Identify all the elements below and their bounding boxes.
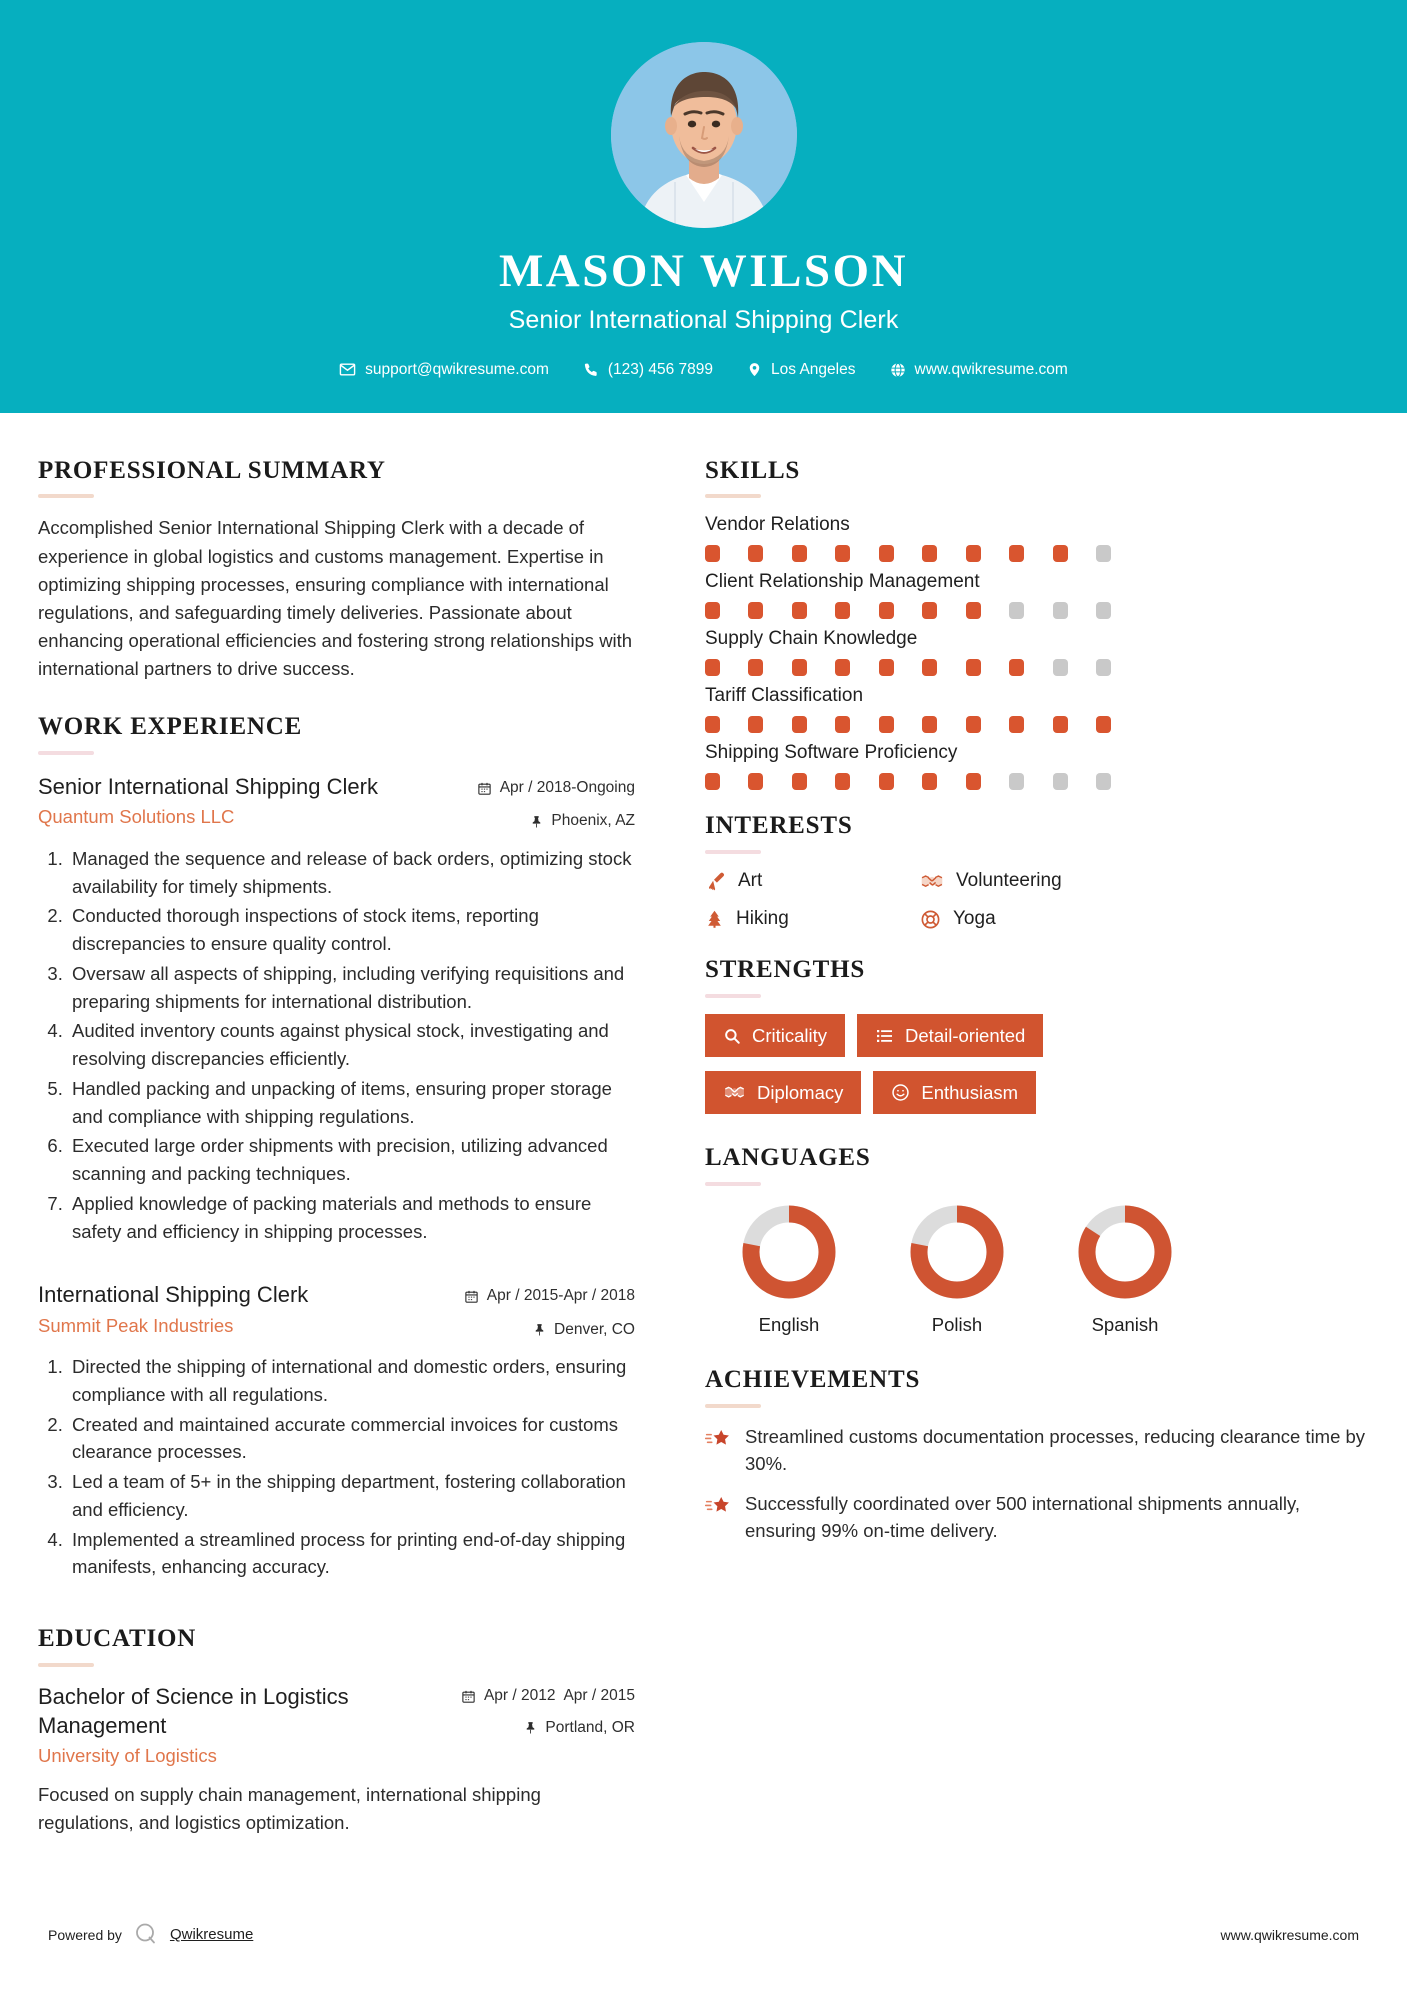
skill-dot — [835, 716, 850, 733]
education-description: Focused on supply chain management, international shipping regulations, and logistics optimization. — [38, 1784, 541, 1833]
left-column — [38, 457, 663, 1837]
footer-left — [48, 1921, 253, 1948]
skill-dot — [966, 716, 981, 733]
interest-item-hiking — [705, 908, 920, 930]
section-rule — [38, 494, 94, 498]
section-education — [38, 1625, 635, 1836]
interest-label: Hiking — [736, 908, 789, 930]
skill-dot — [1096, 545, 1111, 562]
education-degree: Bachelor of Science in Logistics Management — [38, 1683, 349, 1738]
section-strengths — [705, 956, 1369, 1114]
calendar-icon — [477, 781, 492, 796]
interest-label: Yoga — [953, 908, 996, 930]
language-donut-chart — [1075, 1202, 1175, 1302]
contact-website[interactable] — [873, 361, 1085, 379]
section-languages — [705, 1144, 1369, 1336]
interest-item-volunteering — [920, 870, 1135, 892]
achievement-text: Streamlined customs documentation processes, reducing clearance time by 30%. — [745, 1425, 1366, 1474]
skill-dot — [835, 545, 850, 562]
skill-dot — [922, 602, 937, 619]
work-location — [464, 1319, 635, 1341]
section-heading: ACHIEVEMENTS — [705, 1365, 921, 1393]
qwikresume-logo-icon — [134, 1921, 158, 1948]
section-work-experience — [38, 713, 635, 1581]
skill-dot — [1009, 773, 1024, 790]
strength-chip-enthusiasm — [873, 1071, 1036, 1114]
strengths-list — [705, 1014, 1165, 1114]
work-dates — [477, 777, 635, 799]
pushpin-icon — [533, 1322, 546, 1337]
interest-label: Art — [738, 870, 763, 892]
footer-brand-link[interactable]: Qwikresume — [169, 1926, 254, 1943]
work-dates-value: Apr / 2018-Ongoing — [499, 778, 635, 796]
language-label: English — [758, 1313, 820, 1335]
section-professional-summary — [38, 457, 635, 683]
work-role: Senior International Shipping Clerk — [38, 773, 378, 799]
footer — [0, 1921, 1407, 1948]
work-company: Quantum Solutions LLC — [38, 806, 235, 828]
list-item: 2. Created and maintained accurate commercial invoices for customs clearance processes. — [68, 1411, 635, 1467]
skill-dot — [1009, 602, 1024, 619]
work-entry — [38, 1281, 635, 1581]
resume-header — [0, 0, 1407, 413]
contact-website-value: www.qwikresume.com — [914, 360, 1068, 378]
skill-dot — [1009, 659, 1024, 676]
skill-dot — [966, 659, 981, 676]
section-heading: EDUCATION — [38, 1625, 197, 1653]
pushpin-icon — [524, 1720, 537, 1735]
skill-dot — [879, 716, 894, 733]
skill-dot — [705, 716, 720, 733]
achievement-item — [705, 1424, 1369, 1478]
skill-dot — [748, 773, 763, 790]
skill-dot — [835, 659, 850, 676]
skill-row — [705, 628, 1369, 676]
skill-dot — [792, 659, 807, 676]
language-label: Polish — [931, 1313, 983, 1335]
skill-dot — [1096, 773, 1111, 790]
skill-dot — [1096, 716, 1111, 733]
education-location — [461, 1717, 635, 1739]
skill-dot — [1053, 545, 1068, 562]
skill-dot — [705, 773, 720, 790]
contact-location[interactable] — [730, 361, 872, 379]
section-rule — [705, 494, 761, 498]
list-item: 3. Oversaw all aspects of shipping, including verifying requisitions and preparing shipments for international distribution. — [68, 960, 635, 1016]
avatar-photo — [611, 42, 797, 228]
section-interests — [705, 812, 1369, 930]
list-item: 3. Led a team of 5+ in the shipping department, fostering collaboration and efficiency. — [68, 1468, 635, 1524]
contact-email[interactable] — [322, 361, 566, 379]
work-location-value: Denver, CO — [554, 1320, 635, 1338]
strength-label: Criticality — [752, 1024, 828, 1046]
skill-name: Tariff Classification — [705, 685, 864, 707]
skill-dot — [922, 659, 937, 676]
list-item: 7. Applied knowledge of packing materials and methods to ensure safety and efficiency in shipping processes. — [68, 1190, 635, 1246]
skill-dot — [1096, 659, 1111, 676]
skill-dot — [922, 545, 937, 562]
right-column — [663, 457, 1369, 1559]
skill-row — [705, 571, 1369, 619]
skill-dot — [705, 545, 720, 562]
skill-dot — [1053, 716, 1068, 733]
skill-dot — [879, 659, 894, 676]
interest-label: Volunteering — [956, 870, 1062, 892]
education-school: University of Logistics — [38, 1745, 217, 1767]
education-location-value: Portland, OR — [545, 1718, 635, 1736]
skill-row — [705, 685, 1369, 733]
interest-item-yoga — [920, 908, 1135, 930]
language-item — [873, 1202, 1041, 1336]
work-location-value: Phoenix, AZ — [551, 812, 635, 830]
list-item: 6. Executed large order shipments with precision, utilizing advanced scanning and packing techniques. — [68, 1132, 635, 1188]
work-bullets — [38, 845, 635, 1246]
skill-dot — [792, 545, 807, 562]
section-rule — [705, 1404, 761, 1408]
skill-level-meter — [705, 602, 1111, 619]
languages-list — [705, 1202, 1369, 1336]
skill-dot — [1053, 659, 1068, 676]
skill-dot — [792, 716, 807, 733]
strength-label: Enthusiasm — [921, 1082, 1019, 1104]
skill-dot — [966, 545, 981, 562]
contact-row — [0, 361, 1407, 379]
education-date-start: Apr / 2012 — [483, 1686, 556, 1704]
skills-list — [705, 514, 1369, 790]
skill-dot — [705, 659, 720, 676]
achievement-text: Successfully coordinated over 500 international shipments annually, ensuring 99% on-time delivery. — [745, 1493, 1300, 1542]
star-badge-icon — [705, 1491, 731, 1517]
section-heading: PROFESSIONAL SUMMARY — [38, 456, 386, 484]
section-heading: INTERESTS — [705, 812, 853, 840]
list-item: 4. Audited inventory counts against physical stock, investigating and resolving discrepancies efficiently. — [68, 1017, 635, 1073]
search-icon — [723, 1027, 741, 1045]
list-icon — [875, 1027, 894, 1045]
language-item — [705, 1202, 873, 1336]
skill-dot — [879, 545, 894, 562]
list-item: 1. Directed the shipping of international and domestic orders, ensuring compliance with all regulations. — [68, 1353, 635, 1409]
skill-dot — [1053, 602, 1068, 619]
skill-dot — [1009, 716, 1024, 733]
skill-level-meter — [705, 659, 1111, 676]
work-dates — [464, 1285, 635, 1307]
paintbrush-icon — [705, 871, 726, 892]
strength-chip-diplomacy — [705, 1071, 861, 1114]
skill-row — [705, 742, 1369, 790]
skill-dot — [966, 773, 981, 790]
strength-chip-detail-oriented — [857, 1014, 1043, 1057]
section-skills — [705, 457, 1369, 791]
section-rule — [38, 751, 94, 755]
pushpin-icon — [530, 814, 543, 829]
smiley-icon — [891, 1083, 910, 1102]
strength-label: Diplomacy — [757, 1082, 844, 1104]
section-rule — [705, 994, 761, 998]
skill-dot — [922, 773, 937, 790]
handshake-icon — [920, 871, 944, 892]
skill-dot — [748, 602, 763, 619]
language-item — [1041, 1202, 1209, 1336]
language-donut-chart — [907, 1202, 1007, 1302]
resume-body — [0, 413, 1407, 1837]
skill-dot — [792, 602, 807, 619]
skill-dot — [1096, 602, 1111, 619]
skill-name: Shipping Software Proficiency — [705, 742, 958, 764]
education-entry — [38, 1683, 635, 1767]
section-heading: SKILLS — [705, 456, 801, 484]
summary-text: Accomplished Senior International Shipping Clerk with a decade of experience in global logistics and customs management. Expertise in optimizing shipping processes, ensuring compliance with international regulations, and safeguarding timely deliveries. Passionate about enhancing operational efficiencies and fostering strong relationships with international partners to drive success. — [38, 517, 633, 679]
globe-icon — [890, 362, 906, 378]
contact-location-value: Los Angeles — [771, 360, 856, 378]
skill-dot — [748, 659, 763, 676]
phone-icon — [583, 362, 599, 378]
skill-name: Vendor Relations — [705, 514, 850, 536]
calendar-icon — [464, 1289, 479, 1304]
section-rule — [38, 1663, 94, 1667]
work-dates-value: Apr / 2015-Apr / 2018 — [486, 1287, 635, 1305]
strength-chip-criticality — [705, 1014, 845, 1057]
section-heading: STRENGTHS — [705, 956, 866, 984]
skill-dot — [748, 545, 763, 562]
skill-dot — [879, 602, 894, 619]
list-item: 5. Handled packing and unpacking of items, ensuring proper storage and compliance with shipping regulations. — [68, 1075, 635, 1131]
skill-dot — [835, 773, 850, 790]
skill-level-meter — [705, 545, 1111, 562]
skill-row — [705, 514, 1369, 562]
work-role: International Shipping Clerk — [38, 1282, 309, 1308]
work-entry — [38, 773, 635, 1245]
footer-powered-by: Powered by — [48, 1926, 122, 1943]
header-job-title: Senior International Shipping Clerk — [508, 305, 899, 334]
section-rule — [705, 1182, 761, 1186]
star-badge-icon — [705, 1424, 731, 1450]
education-dates — [461, 1687, 635, 1706]
lifebuoy-icon — [920, 909, 941, 930]
list-item: 2. Conducted thorough inspections of stock items, reporting discrepancies to ensure quality control. — [68, 902, 635, 958]
skill-dot — [1053, 773, 1068, 790]
section-rule — [705, 850, 761, 854]
skill-dot — [966, 602, 981, 619]
envelope-icon — [339, 361, 356, 378]
skill-dot — [1009, 545, 1024, 562]
list-item: 1. Managed the sequence and release of back orders, optimizing stock availability for timely shipments. — [68, 845, 635, 901]
tree-icon — [705, 908, 724, 930]
skill-dot — [922, 716, 937, 733]
skill-dot — [879, 773, 894, 790]
contact-phone-value: (123) 456 7899 — [607, 360, 714, 378]
work-location — [477, 810, 635, 832]
interest-item-art — [705, 870, 920, 892]
calendar-icon — [461, 1689, 476, 1704]
avatar — [611, 42, 797, 228]
section-heading: LANGUAGES — [705, 1144, 871, 1172]
section-heading: WORK EXPERIENCE — [38, 713, 303, 741]
skill-level-meter — [705, 773, 1111, 790]
achievement-item — [705, 1491, 1369, 1545]
skill-dot — [748, 716, 763, 733]
contact-phone[interactable] — [566, 361, 730, 379]
list-item: 4. Implemented a streamlined process for printing end-of-day shipping manifests, enhancing accuracy. — [68, 1526, 635, 1582]
section-achievements — [705, 1366, 1369, 1545]
skill-name: Supply Chain Knowledge — [705, 628, 918, 650]
education-date-end: Apr / 2015 — [563, 1686, 635, 1704]
skill-name: Client Relationship Management — [705, 571, 980, 593]
work-company: Summit Peak Industries — [38, 1314, 234, 1336]
footer-website[interactable]: www.qwikresume.com — [1220, 1926, 1359, 1943]
skill-dot — [835, 602, 850, 619]
strength-label: Detail-oriented — [905, 1024, 1026, 1046]
language-donut-chart — [739, 1202, 839, 1302]
map-pin-icon — [747, 361, 762, 378]
handshake-icon — [723, 1083, 746, 1102]
contact-email-value: support@qwikresume.com — [365, 360, 549, 378]
skill-level-meter — [705, 716, 1111, 733]
page-title: MASON WILSON — [498, 245, 909, 297]
work-bullets — [38, 1353, 635, 1581]
skill-dot — [792, 773, 807, 790]
interests-grid — [705, 870, 1135, 930]
skill-dot — [705, 602, 720, 619]
language-label: Spanish — [1091, 1313, 1159, 1335]
